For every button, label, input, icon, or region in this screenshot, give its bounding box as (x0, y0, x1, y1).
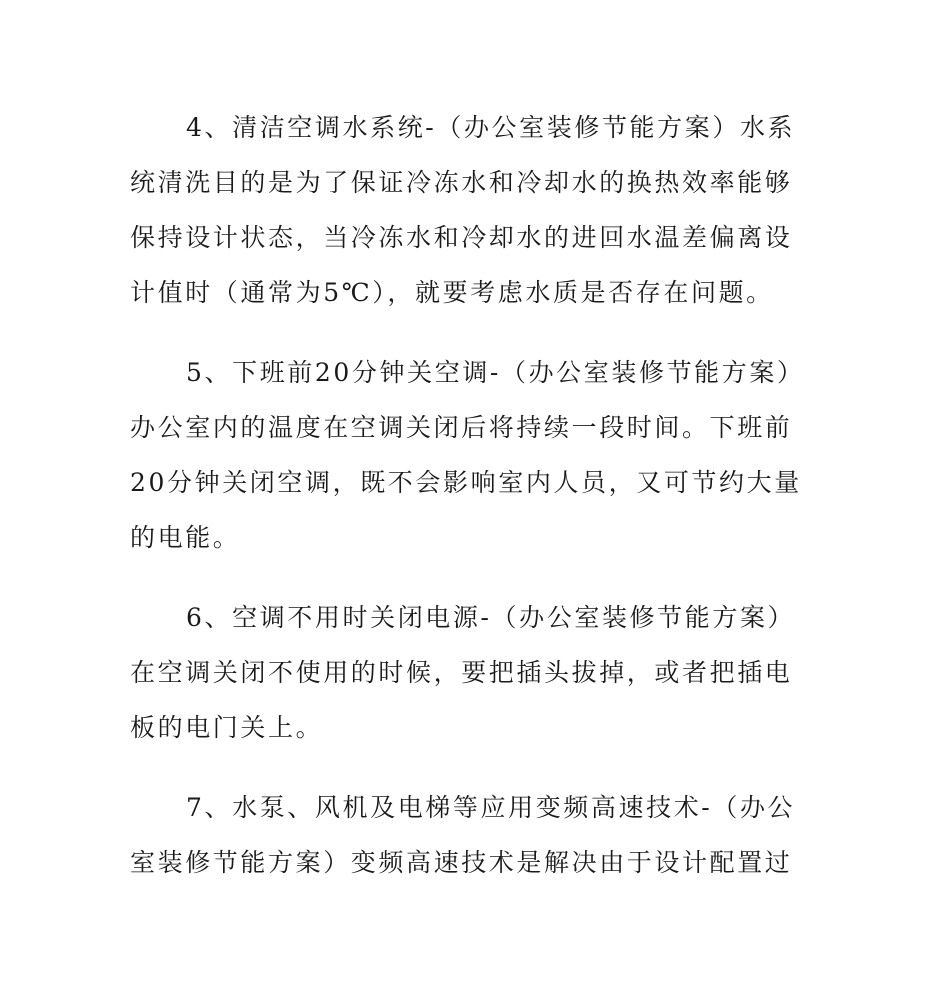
text-line: 的电能。 (130, 523, 241, 552)
text-line: 7、水泵、风机及电梯等应用变频高速技术-（办公 (186, 793, 796, 822)
document-body (130, 100, 820, 915)
text-line: 室装修节能方案）变频高速技术是解决由于设计配置过 (130, 848, 793, 877)
text-line: 20分钟关闭空调，既不会影响室内人员，又可节约大量 (130, 468, 802, 497)
text-line: 统清洗目的是为了保证冷冻水和冷却水的换热效率能够 (130, 168, 793, 197)
text-line: 4、清洁空调水系统-（办公室装修节能方案）水系 (186, 113, 796, 142)
text-line: 6、空调不用时关闭电源-（办公室装修节能方案） (186, 603, 796, 632)
text-line: 在空调关闭不使用的时候，要把插头拔掉，或者把插电 (130, 658, 793, 687)
paragraph-clean-water-system (130, 100, 820, 320)
text-line: 板的电门关上。 (130, 713, 324, 742)
text-line: 办公室内的温度在空调关闭后将持续一段时间。下班前 (130, 413, 793, 442)
paragraph-ac-off-before-work-ends (130, 345, 820, 565)
paragraph-unplug-ac (130, 590, 820, 755)
text-line: 5、下班前20分钟关空调-（办公室装修节能方案） (186, 358, 805, 387)
paragraph-variable-frequency (130, 780, 820, 890)
text-line: 计值时（通常为5℃），就要考虑水质是否存在问题。 (130, 278, 774, 307)
text-line: 保持设计状态，当冷冻水和冷却水的进回水温差偏离设 (130, 223, 793, 252)
